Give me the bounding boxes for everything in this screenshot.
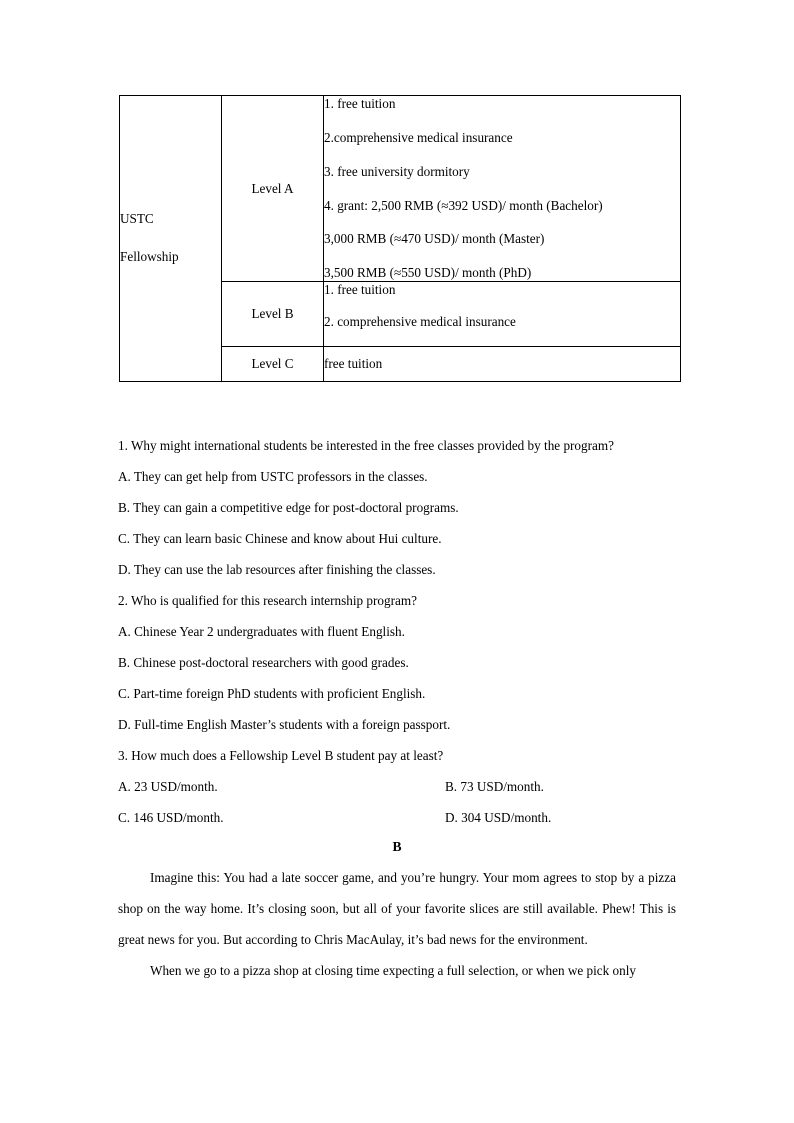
- question-1-option-a[interactable]: A. They can get help from USTC professors in the classes.: [118, 469, 428, 484]
- benefit-line: 1. free tuition: [324, 96, 396, 111]
- question-1-option-c[interactable]: C. They can learn basic Chinese and know about Hui culture.: [118, 531, 442, 546]
- passage-paragraph-1: Imagine this: You had a late soccer game, and you’re hungry. Your mom agrees to stop by a pizza shop on the way home. It’s closing soon, but all of your favorite slices are still available. Phew! This is great news for you. But according to Chris MacAulay, it’s bad news for the environment.: [118, 870, 676, 947]
- question-2-option-c[interactable]: C. Part-time foreign PhD students with proficient English.: [118, 686, 426, 701]
- question-1-option-d[interactable]: D. They can use the lab resources after finishing the classes.: [118, 562, 436, 577]
- question-2-option-d[interactable]: D. Full-time English Master’s students with a foreign passport.: [118, 717, 451, 732]
- question-list: [118, 430, 676, 833]
- fellowship-table: [119, 95, 681, 382]
- reading-passage: [118, 862, 676, 986]
- question-3-options-row-2: [118, 802, 676, 833]
- benefit-line: 3,500 RMB (≈550 USD)/ month (PhD): [324, 265, 532, 281]
- organization-line-2: Fellowship: [120, 249, 179, 265]
- benefit-line: 2.comprehensive medical insurance: [324, 129, 513, 145]
- benefit-line: 3,000 RMB (≈470 USD)/ month (Master): [324, 231, 545, 247]
- question-3-option-c[interactable]: C. 146 USD/month.: [118, 810, 224, 825]
- question-1-option-b[interactable]: B. They can gain a competitive edge for post-doctoral programs.: [118, 500, 459, 515]
- question-2-option-b[interactable]: B. Chinese post-doctoral researchers with good grades.: [118, 655, 409, 670]
- table-cell-benefits-a: [324, 96, 681, 282]
- question-2-stem: 2. Who is qualified for this research internship program?: [118, 593, 417, 608]
- benefit-line: free tuition: [324, 355, 383, 371]
- question-3-option-d[interactable]: D. 304 USD/month.: [445, 810, 552, 825]
- benefit-line: 3. free university dormitory: [324, 163, 470, 179]
- benefit-line: 1. free tuition: [324, 282, 396, 298]
- question-3-option-a[interactable]: A. 23 USD/month.: [118, 779, 218, 794]
- table-cell-level-b: Level B: [222, 282, 324, 347]
- question-3-options-row-1: [118, 771, 676, 802]
- benefit-line: 2. comprehensive medical insurance: [324, 313, 516, 329]
- table-cell-benefits-b: [324, 282, 681, 347]
- passage-paragraph-2: When we go to a pizza shop at closing time expecting a full selection, or when we pick only: [150, 963, 636, 978]
- question-3-option-b[interactable]: B. 73 USD/month.: [445, 779, 544, 794]
- benefit-line: 4. grant: 2,500 RMB (≈392 USD)/ month (Bachelor): [324, 197, 603, 213]
- organization-line-1: USTC: [120, 211, 154, 227]
- table-cell-benefits-c: [324, 346, 681, 381]
- question-1-stem: 1. Why might international students be interested in the free classes provided by the program?: [118, 438, 614, 453]
- table-row: [120, 96, 681, 282]
- question-2-option-a[interactable]: A. Chinese Year 2 undergraduates with fluent English.: [118, 624, 405, 639]
- question-3-stem: 3. How much does a Fellowship Level B student pay at least?: [118, 748, 444, 763]
- table-cell-level-a: Level A: [222, 96, 324, 282]
- section-heading-b: B: [392, 839, 402, 854]
- table-cell-level-c: Level C: [222, 346, 324, 381]
- table-cell-organization: [120, 96, 222, 382]
